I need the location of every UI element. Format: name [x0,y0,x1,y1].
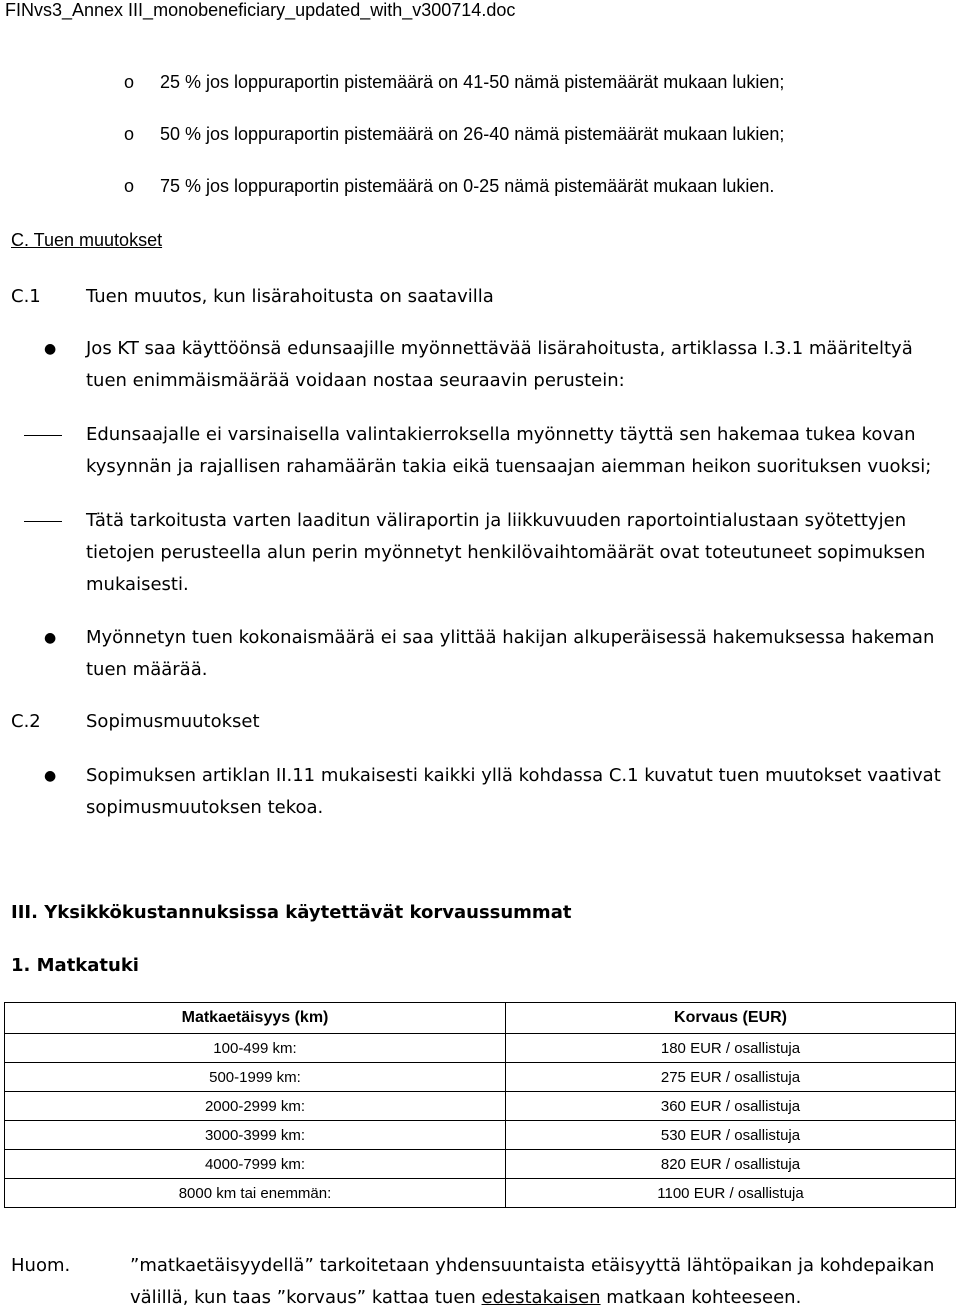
table-cell-reimbursement: 275 EUR / osallistuja [506,1063,956,1092]
table-cell-reimbursement: 1100 EUR / osallistuja [506,1179,956,1208]
table-row [5,1092,956,1121]
table-row [5,1179,956,1208]
bullet-icon: ● [44,341,57,357]
travel-support-table [4,1002,956,1208]
table-cell-reimbursement: 530 EUR / osallistuja [506,1121,956,1150]
list-marker: o [124,72,135,92]
table-cell-reimbursement: 360 EUR / osallistuja [506,1092,956,1121]
table-row [5,1121,956,1150]
c1-bullet-paragraph-2: Myönnetyn tuen kokonaismäärä ei saa ylittää hakijan alkuperäisessä hakemuksessa hakeman tuen määrää. [86,627,935,680]
table-row [5,1150,956,1179]
table-header-reimbursement: Korvaus (EUR) [506,1003,956,1034]
c1-dash-paragraph-2: Tätä tarkoitusta varten laaditun väliraportin ja liikkuvuuden raportointialustaan syötettyjen tietojen perusteella alun perin myönnetyt henkilövaihtomäärät ovat toteutuneet sopimuksen mukaisesti. [86,510,926,595]
c1-dash-paragraph-1: Edunsaajalle ei varsinaisella valintakierroksella myönnetty täyttä sen hakemaa tukea kovan kysynnän ja rajallisen rahamäärän takia eikä tuensaajan aiemman heikon suorituksen vuoksi; [86,424,932,477]
note-label: Huom. [11,1255,71,1276]
bullet-icon: ● [44,768,57,784]
list-item [0,72,960,100]
list-item [0,124,960,152]
note-text-part-2: matkaan kohteeseen. [600,1287,802,1308]
table-cell-reimbursement: 820 EUR / osallistuja [506,1150,956,1179]
note-text-part-1: ”matkaetäisyydellä” tarkoitetaan yhdensuuntaista etäisyyttä lähtöpaikan ja kohdepaikan välillä, kun taas ”korvaus” kattaa tuen [130,1255,935,1308]
dash-icon [24,521,62,522]
list-item-text: 25 % jos loppuraportin pistemäärä on 41-50 nämä pistemäärät mukaan lukien; [160,72,785,92]
dash-icon [24,435,62,436]
section-iii-sub-title: 1. Matkatuki [11,955,139,976]
section-c-title: C. Tuen muutokset [11,230,163,250]
section-c1-number: C.1 [11,286,41,307]
list-item-text: 50 % jos loppuraportin pistemäärä on 26-40 nämä pistemäärät mukaan lukien; [160,124,785,144]
table-header-row [5,1003,956,1034]
document-filename: FINvs3_Annex III_monobeneficiary_updated_with_v300714.doc [5,0,516,20]
section-c2-number: C.2 [11,711,41,732]
c1-bullet-paragraph: Jos KT saa käyttöönsä edunsaajille myönnettävää lisärahoitusta, artiklassa I.3.1 määriteltyä tuen enimmäismäärää voidaan nostaa seuraavin perustein: [86,338,913,391]
table-row [5,1063,956,1092]
list-marker: o [124,124,135,144]
table-cell-distance: 500-1999 km: [5,1063,506,1092]
table-cell-reimbursement: 180 EUR / osallistuja [506,1034,956,1063]
c2-bullet-paragraph: Sopimuksen artiklan II.11 mukaisesti kaikki yllä kohdassa C.1 kuvatut tuen muutokset vaativat sopimusmuutoksen tekoa. [86,765,941,818]
table-cell-distance: 2000-2999 km: [5,1092,506,1121]
table-cell-distance: 4000-7999 km: [5,1150,506,1179]
bullet-icon: ● [44,630,57,646]
note-text-underlined: edestakaisen [481,1287,601,1308]
table-cell-distance: 8000 km tai enemmän: [5,1179,506,1208]
note-paragraph [130,1250,956,1314]
section-c1-title: Tuen muutos, kun lisärahoitusta on saatavilla [86,286,494,307]
table-cell-distance: 100-499 km: [5,1034,506,1063]
table-header-distance: Matkaetäisyys (km) [5,1003,506,1034]
table-row [5,1034,956,1063]
section-iii-title: III. Yksikkökustannuksissa käytettävät korvaussummat [11,902,572,923]
list-item [0,176,960,204]
list-marker: o [124,176,135,196]
section-c2-title: Sopimusmuutokset [86,711,260,732]
list-item-text: 75 % jos loppuraportin pistemäärä on 0-25 nämä pistemäärät mukaan lukien. [160,176,775,196]
table-cell-distance: 3000-3999 km: [5,1121,506,1150]
